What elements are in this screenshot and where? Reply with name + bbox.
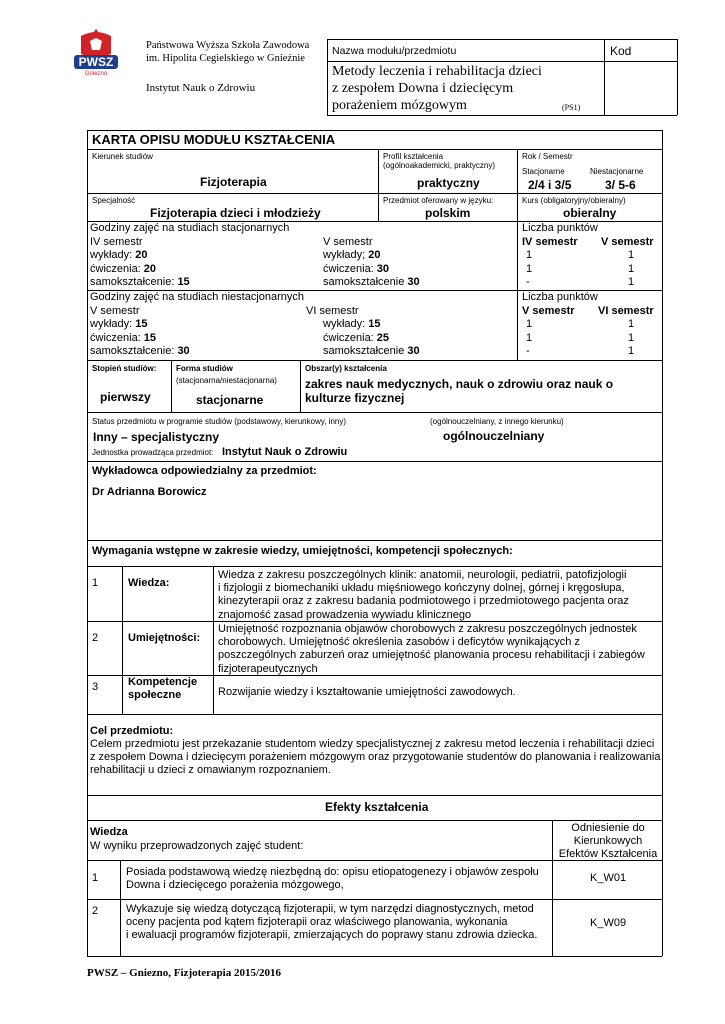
profil-sub: (ogólnoakademicki, praktyczny) [383,161,496,170]
module-code-note: (PS1) [562,103,581,112]
requirement-num: 2 [92,632,99,644]
hours-niestac-sem-b: VI semestr [306,305,359,317]
hours-niestac-points: 1 [628,318,635,330]
hours-stac-row: wykłady: 20 [90,249,148,261]
requirement-text: Wiedza z zakresu poszczególnych klinik: anatomii, neurologii, pediatrii, patofizjologii i fizjologii z biomechaniki układu mięśniowego kończyny dolnej, górnej i kręgosłupa, kinezyterapii oraz z zakresu badania podmiotowego i przedmiotowego pacjenta oraz znajomość zasad prowadzenia wywiadu klinicznego [218,569,629,621]
status-value: Inny – specjalistyczny [93,430,220,444]
effect-num: 2 [92,905,99,917]
hours-niestac-pts-a-label: V semestr [522,305,575,317]
hours-stac-row: samokształcenie: 15 [90,276,190,288]
hours-stac-title: Godziny zajęć na studiach stacjonarnych [90,222,290,234]
rok-label: Rok / Semestr [522,152,573,161]
hours-niestac-row: ćwiczenia: 15 [90,332,157,344]
code-label: Kod [610,44,632,58]
lecturer-label: Wykładowca odpowiedzialny za przedmiot: [92,465,317,477]
jednostka-label: Jednostka prowadząca przedmiot: [92,448,214,457]
lecturer-name: Dr Adrianna Borowicz [92,486,207,498]
hours-niestac-points-label: Liczba punktów [522,291,598,303]
svg-text:PWSZ: PWSZ [78,55,114,69]
page-footer: PWSZ – Gniezno, Fizjoterapia 2015/2016 [87,967,282,979]
goal-text: Celem przedmiotu jest przekazanie studentom wiedzy specjalistycznej z zakresu metod leczenia i rehabilitacji dzieci z zespołem Downa i dziecięcym porażeniem mózgowym oraz przygotowanie studentów do planowania i realizowania rehabilitacji u dzieci z omawianym rozpoznaniem. [90,738,661,777]
hours-niestac-points: 1 [526,318,533,330]
effect-text: Wykazuje się wiedzą dotyczącą fizjoterapii, w tym narzędzi diagnostycznych, metod oceny pacjenta pod kątem fizjoterapii oraz właściwego planowania, wykonania i ewaluacji programów fizjoterapii, zmierzających do poprawy stanu zdrowia dziecka. [126,903,538,942]
hours-niestac-title: Godziny zajęć na studiach niestacjonarnych [90,291,305,303]
requirement-label: Kompetencje [128,676,198,688]
profil-value: praktyczny [417,176,480,190]
module-title-line1: Metody leczenia i rehabilitacja dzieci [332,64,542,79]
goal-label: Cel przedmiotu: [90,725,174,737]
requirement-num: 1 [92,577,99,589]
requirement-text: Rozwijanie wiedzy i kształtowanie umiejętności zawodowych. [218,686,516,698]
status-label-2: (ogólnouczelniany, z innego kierunku) [430,417,564,426]
effect-code: K_W01 [590,872,627,884]
effects-title: Efekty kształcenia [325,800,429,814]
specjalnosc-label: Specjalność [92,196,136,205]
card-title: KARTA OPISU MODUŁU KSZTAŁCENIA [92,132,336,147]
requirement-text: Umiejętność rozpoznania objawów chorobowych z zakresu poszczególnych jednostek chorobowych. Umiejętność określenia zasobów i deficytów wynikających z poszczególnych zaburzeń oraz umiejętność planowania procesu rehabilitacji i zabiegów fizjoterapeutycznych [218,623,645,675]
svg-text:Gniezno: Gniezno [84,71,108,76]
effect-num: 1 [92,872,99,884]
effects-reference-header: Odniesienie do Kierunkowych Efektów Kształcenia [558,822,658,861]
hours-niestac-points: 1 [628,345,635,357]
hours-stac-points: 1 [628,263,635,275]
obszar-value-line1: zakres nauk medycznych, nauk o zdrowiu oraz nauk o [305,377,614,391]
requirement-label: Wiedza: [128,577,170,589]
hours-stac-points: 1 [526,249,533,261]
forma-sub: (stacjonarna/niestacjonarna) [176,376,277,385]
hours-niestac-row: wykłady: 15 [90,318,148,330]
kurs-label: Kurs (obligatoryjny/obieralny) [522,196,626,205]
forma-value: stacjonarne [196,393,264,407]
hours-niestac-points: 1 [526,332,533,344]
hours-stac-pts-b-label: V semestr [601,236,654,248]
effects-wiedza-label: Wiedza [90,826,128,838]
hours-stac-points: 1 [628,276,635,288]
requirements-title: Wymagania wstępne w zakresie wiedzy, umiejętności, kompetencji społecznych: [92,545,513,557]
effect-text: Posiada podstawową wiedzę niezbędną do: opisu etiopatogenezy i objawów zespołu Downa i dziecięcego porażenia mózgowego, [126,866,539,892]
kurs-value: obieralny [563,206,617,220]
requirement-num: 3 [92,681,99,693]
hours-niestac-points: 1 [628,332,635,344]
module-name-label: Nazwa modułu/przedmiotu [332,45,457,57]
stopien-label: Stopień studiów: [92,364,157,373]
requirement-label: Umiejętności: [128,632,201,644]
rok-stac-value: 2/4 i 3/5 [528,178,572,192]
effects-wiedza-sub: W wyniku przeprowadzonych zajęć student: [90,840,304,852]
module-title-line2: z zespołem Downa i dziecięcym [332,81,514,96]
hours-niestac-pts-b-label: VI semestr [598,305,654,317]
hours-stac-row: ćwiczenia: 20 [90,263,157,275]
hours-stac-row: ćwiczenia: 30 [323,263,390,275]
hours-niestac-row: ćwiczenia: 25 [323,332,390,344]
effect-code: K_W09 [590,917,627,929]
status-label: Status przedmiotu w programie studiów (podstawowy, kierunkowy, inny) [92,417,347,426]
rok-niestac-value: 3/ 5-6 [605,178,636,192]
hours-niestac-row: samokształcenie: 30 [90,345,190,357]
hours-stac-pts-a-label: IV semestr [522,236,578,248]
obszar-label: Obszar(y) kształcenia [305,364,387,373]
jezyk-label: Przedmiot oferowany w języku: [383,196,494,205]
specjalnosc-value: Fizjoterapia dzieci i młodzieży [150,206,321,220]
hours-stac-sem-b: V semestr [323,236,373,248]
hours-stac-points: 1 [628,249,635,261]
hours-stac-row: samokształcenie 30 [323,276,420,288]
hours-niestac-row: wykłady: 15 [323,318,381,330]
profil-label: Profil kształcenia [383,152,444,161]
school-logo [72,28,120,76]
hours-stac-points: - [526,276,530,288]
hours-stac-sem-a: IV semestr [90,236,143,248]
jednostka-value: Instytut Nauk o Zdrowiu [222,446,348,458]
hours-stac-row: wykłady; 20 [323,249,381,261]
requirement-label: społeczne [128,689,182,701]
hours-niestac-points: - [526,345,530,357]
kierunek-value: Fizjoterapia [200,175,267,189]
institute-name: Instytut Nauk o Zdrowiu [146,82,256,94]
hours-stac-points: 1 [526,263,533,275]
stacjonarne-label: Stacjonarne [522,167,565,176]
school-name-line1: Państwowa Wyższa Szkoła Zawodowa [146,40,310,51]
hours-niestac-sem-a: V semestr [90,305,140,317]
kierunek-label: Kierunek studiów [92,152,153,161]
module-title-line3: porażeniem mózgowym [332,98,467,113]
niestacjonarne-label: Niestacjonarne [590,167,644,176]
hours-stac-points-label: Liczba punktów [522,222,598,234]
status-value-2: ogólnouczelniany [443,429,545,443]
forma-label: Forma studiów [176,364,233,373]
stopien-value: pierwszy [100,390,151,404]
school-name-line2: im. Hipolita Cegielskiego w Gnieźnie [146,53,305,64]
hours-niestac-row: samokształcenie 30 [323,345,420,357]
jezyk-value: polskim [425,206,471,220]
obszar-value-line2: kulturze fizycznej [305,391,405,405]
